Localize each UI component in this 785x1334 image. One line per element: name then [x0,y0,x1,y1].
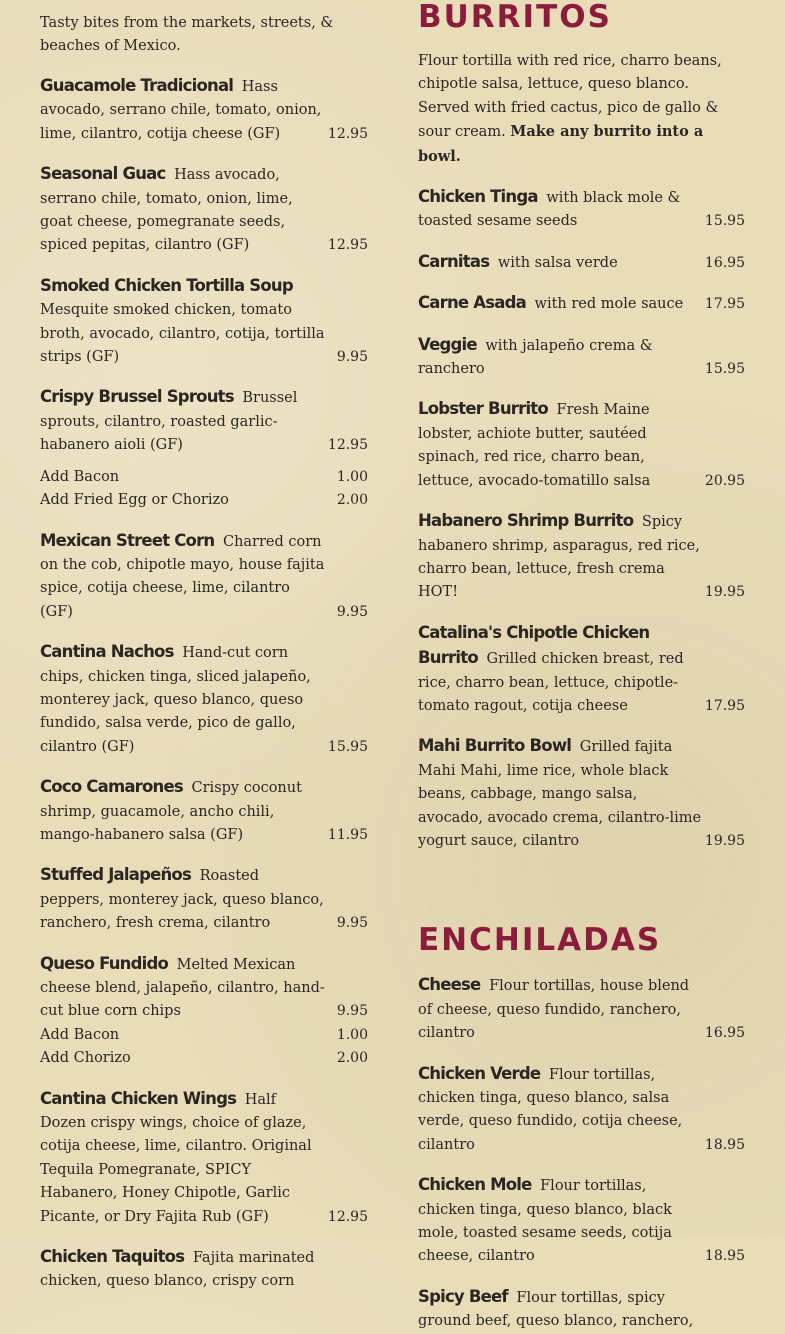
item-name: Cantina Chicken Wings [40,1088,237,1108]
menu-item [40,385,368,457]
item-desc: with black mole & toasted sesame seeds [418,190,681,230]
item-name: Crispy Brussel Sprouts [40,387,234,407]
burritos-bowl-note: Make any burrito into a bowl. [418,123,704,165]
item-desc: Mesquite smoked chicken, tomato broth, avocado, cilantro, cotija, tortilla strips (GF) [40,302,325,366]
enchilada-list [418,973,745,1333]
item-price: 12.95 [327,237,368,254]
burritos-heading: BURRITOS [418,0,612,35]
item-name: Veggie [418,334,477,354]
item-desc: Crispy coconut shrimp, guacamole, ancho chili, mango-habanero salsa (GF) [40,780,302,843]
item-name: Carnitas [418,251,490,271]
addon-price: 1.00 [336,468,368,485]
menu-item [40,863,368,935]
item-price: 19.95 [704,832,745,849]
menu-item [418,250,745,275]
item-name: Mahi Burrito Bowl [418,736,572,756]
item-name: Catalina's Chipotle Chicken Burrito [418,622,650,668]
appetizer-list-3 [40,1087,368,1294]
item-price: 17.95 [704,697,745,714]
addon-row [40,466,368,489]
item-desc: with salsa verde [497,254,618,271]
item-name: Coco Camarones [40,777,183,797]
item-desc: Flour tortillas, house blend of cheese, queso fundido, ranchero, cilantro [418,978,690,1042]
menu-item [40,1245,368,1294]
sprouts-addons [40,466,368,513]
item-desc: Hand-cut corn chips, chicken tinga, sliced jalapeño, monterey jack, queso blanco, queso fundido, salsa verde, pico de gallo, cilantro (GF) [40,645,311,755]
item-price: 11.95 [327,826,368,843]
addon-row [40,1024,368,1047]
item-desc: Half Dozen crispy wings, choice of glaze, cotija cheese, lime, cilantro. Original Tequila Pomegranate, SPICY Habanero, Honey Chipotle, Garlic Picante, or Dry Fajita Rub (GF) [40,1091,312,1225]
item-price: 15.95 [327,738,368,755]
item-desc: Grilled fajita Mahi Mahi, lime rice, whole black beans, cabbage, mango salsa, avocado, avocado crema, cilantro-lime yogurt sauce, cilantro [418,739,702,849]
burrito-list [418,185,745,853]
menu-item [418,1173,745,1269]
item-price: 9.95 [336,915,368,932]
item-name: Seasonal Guac [40,164,166,184]
item-name: Mexican Street Corn [40,530,215,550]
left-column [40,0,368,1294]
menu-item [418,621,745,719]
item-price: 12.95 [327,1208,368,1225]
item-price: 12.95 [327,125,368,142]
item-price: 18.95 [704,1136,745,1153]
item-desc: Grilled chicken breast, red rice, charro bean, lettuce, chipotle-tomato ragout, cotija cheese [418,651,684,714]
addon-label: Add Bacon [40,1026,120,1043]
menu-item [418,509,745,605]
item-desc: Fresh Maine lobster, achiote butter, sautéed spinach, red rice, charro bean, lettuce, avocado-tomatillo salsa [418,402,651,489]
burritos-desc-text: Flour tortilla with red rice, charro beans, chipotle salsa, lettuce, queso blanco. Served with fried cactus, pico de gallo & sour cream. [418,53,722,141]
addon-label: Add Bacon [40,468,120,485]
item-price: 20.95 [704,472,745,489]
item-price: 16.95 [704,1025,745,1042]
item-price: 12.95 [327,437,368,454]
item-desc: with jalapeño crema & ranchero [418,337,653,378]
item-desc: with red mole sauce [534,296,684,313]
right-column [418,0,745,1334]
menu-item [418,291,745,316]
menu-item [40,952,368,1024]
menu-item [40,640,368,759]
item-desc: Spicy habanero shrimp, asparagus, red rice, charro bean, lettuce, fresh crema HOT! [418,514,700,601]
item-name: Guacamole Tradicional [40,76,234,95]
item-desc: Flour tortillas, chicken tinga, queso blanco, black mole, toasted sesame seeds, cotija cheese, cilantro [418,1178,672,1265]
item-desc: Fajita marinated chicken, queso blanco, crispy corn [40,1250,315,1290]
menu-item [418,333,745,382]
enchiladas-heading: ENCHILADAS [418,922,662,959]
item-price: 9.95 [336,1003,368,1020]
appetizer-list-1 [40,74,368,458]
item-price: 19.95 [704,584,745,601]
menu-item [40,162,368,258]
item-price: 9.95 [336,349,368,366]
menu-item [418,734,745,853]
burritos-description [418,50,745,169]
item-desc: Hass avocado, serrano chile, tomato, onion, lime, cilantro, cotija cheese (GF) [40,79,322,142]
menu-item [40,74,368,146]
menu-item [418,973,745,1045]
menu-item [418,397,745,493]
menu-item [40,1087,368,1229]
item-desc: Flour tortillas, spicy ground beef, queso blanco, ranchero, [418,1289,694,1330]
item-name: Cheese [418,975,481,995]
appetizer-list-2 [40,529,368,1024]
addon-row [40,489,368,512]
menu-intro: Tasty bites from the markets, streets, & beaches of Mexico. [40,15,334,54]
item-name: Chicken Taquitos [40,1247,185,1267]
menu-item [40,529,368,625]
addon-label: Add Chorizo [40,1050,131,1067]
item-price: 16.95 [704,254,745,271]
item-price: 17.95 [704,296,745,313]
item-name: Cantina Nachos [40,642,174,662]
menu-item [418,185,745,234]
item-price: 18.95 [704,1248,745,1265]
addon-price: 2.00 [336,492,368,509]
item-name: Smoked Chicken Tortilla Soup [40,275,293,295]
menu-item [40,775,368,847]
menu-item [418,1285,745,1334]
item-desc: Roasted peppers, monterey jack, queso blanco, ranchero, fresh crema, cilantro [40,868,324,932]
item-name: Chicken Tinga [418,187,538,207]
menu-item [418,1062,745,1158]
item-name: Lobster Burrito [418,399,548,419]
item-desc: Flour tortillas, chicken tinga, queso blanco, salsa verde, queso fundido, cotija cheese, cilantro [418,1066,683,1153]
addon-price: 1.00 [336,1026,368,1043]
item-price: 9.95 [336,603,368,620]
addon-price: 2.00 [336,1050,368,1067]
item-name: Habanero Shrimp Burrito [418,511,634,531]
item-desc: Hass avocado, serrano chile, tomato, onion, lime, goat cheese, pomegranate seeds, spiced pepitas, cilantro (GF) [40,167,293,254]
item-desc: Brussel sprouts, cilantro, roasted garlic-habanero aioli (GF) [40,390,298,454]
addon-row [40,1047,368,1070]
item-name: Spicy Beef [418,1286,508,1306]
item-name: Carne Asada [418,293,526,313]
item-price: 15.95 [704,361,745,378]
item-name: Stuffed Jalapeños [40,865,191,885]
addon-label: Add Fried Egg or Chorizo [40,492,229,509]
item-name: Queso Fundido [40,953,169,973]
item-name: Chicken Mole [418,1175,532,1195]
menu-item [40,274,368,370]
item-price: 15.95 [704,213,745,230]
queso-addons [40,1024,368,1071]
item-name: Chicken Verde [418,1063,541,1083]
item-desc: Charred corn on the cob, chipotle mayo, house fajita spice, cotija cheese, lime, cilantro (GF) [40,533,325,620]
item-desc: Melted Mexican cheese blend, jalapeño, cilantro, hand-cut blue corn chips [40,956,325,1020]
